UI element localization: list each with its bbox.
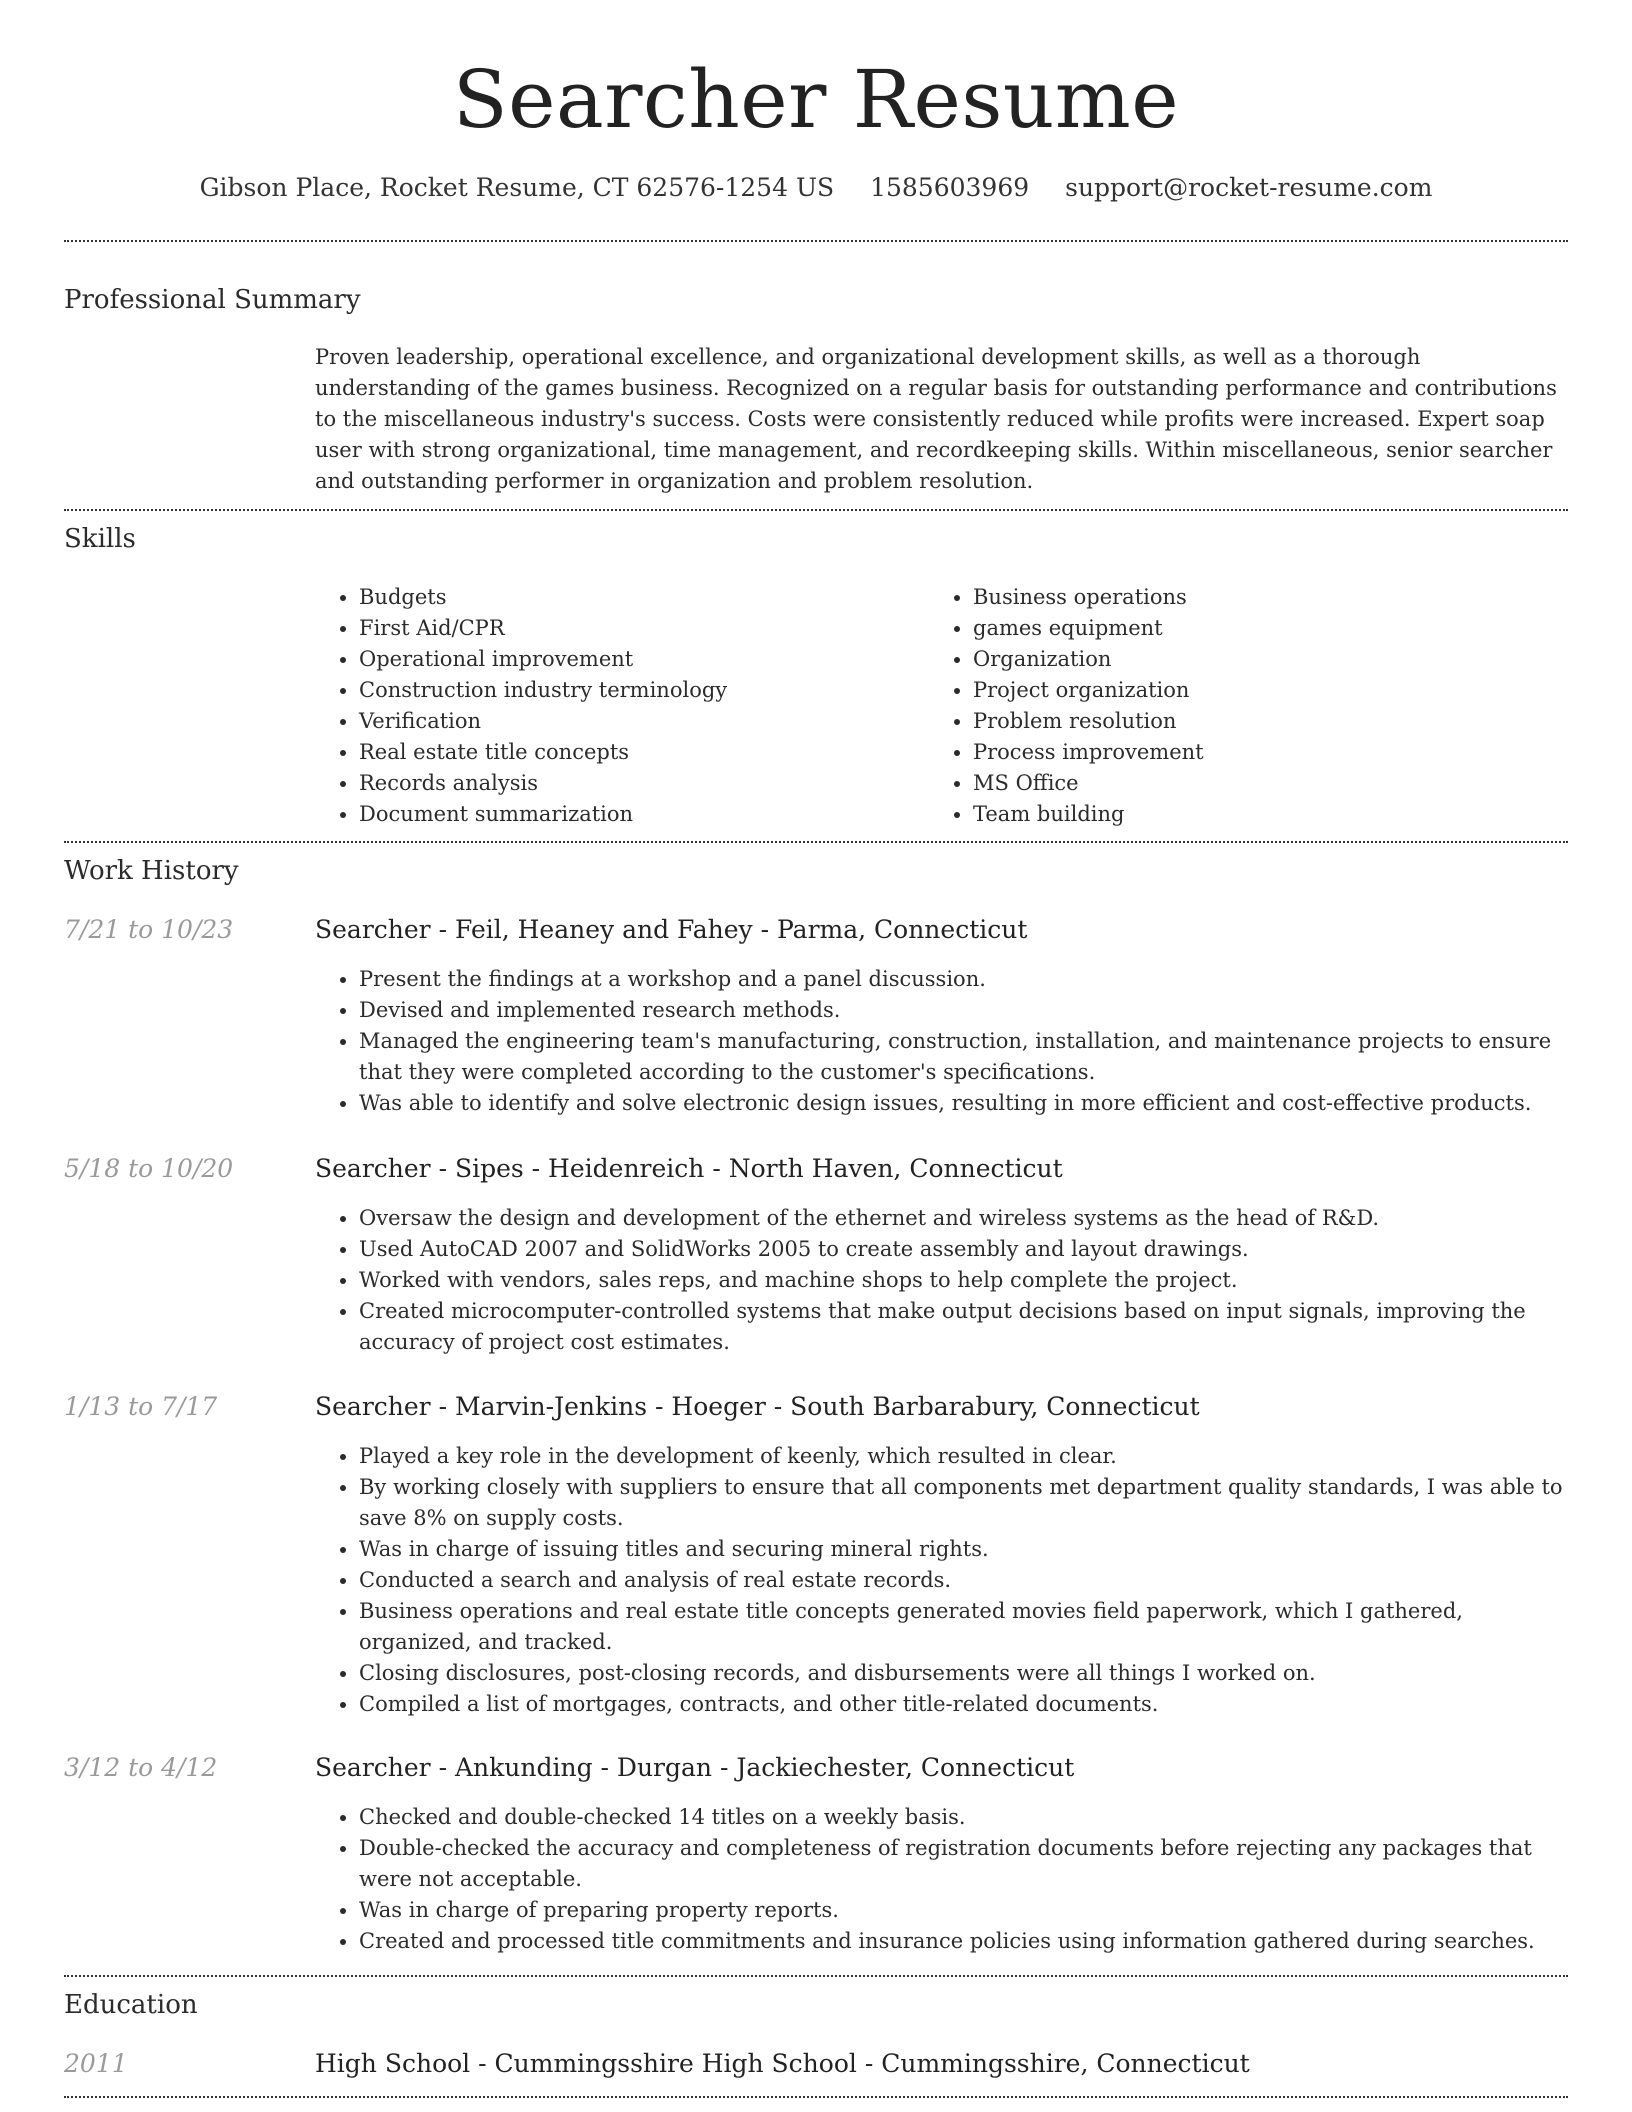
job-bullet: • By working closely with suppliers to ensure that all components met department quality standards, I was able to save 8% on supply costs. [359, 1472, 1569, 1534]
job-bullets [315, 1802, 1569, 1957]
job-bullet: • Played a key role in the development of keenly, which resulted in clear. [359, 1441, 1569, 1472]
job-title: Searcher - Ankunding - Durgan - Jackiechester, Connecticut [315, 1753, 1075, 1782]
skill-item: • Construction industry terminology [359, 675, 915, 706]
job-bullet: • Devised and implemented research methods. [359, 995, 1569, 1026]
job-bullet: • Was in charge of issuing titles and securing mineral rights. [359, 1534, 1569, 1565]
skills-column-left [315, 582, 915, 830]
job-title: Searcher - Sipes - Heidenreich - North Haven, Connecticut [315, 1154, 1063, 1183]
section-title-education: Education [64, 1990, 198, 2020]
job-bullet: • Double-checked the accuracy and completeness of registration documents before rejecting any packages that were not acceptable. [359, 1833, 1569, 1895]
section-divider [64, 240, 1568, 242]
contact-phone: 1585603969 [870, 173, 1030, 202]
section-divider [64, 2096, 1568, 2098]
job-dates: 5/18 to 10/20 [64, 1154, 234, 1183]
job-bullet: • Used AutoCAD 2007 and SolidWorks 2005 to create assembly and layout drawings. [359, 1234, 1569, 1265]
skill-item: • Budgets [359, 582, 915, 613]
section-divider [64, 841, 1568, 843]
job-dates: 7/21 to 10/23 [64, 915, 234, 944]
contact-line [0, 170, 1632, 206]
skills-column-right [929, 582, 1549, 830]
section-divider [64, 1975, 1568, 1977]
skill-item: • games equipment [973, 613, 1549, 644]
skill-item: • Process improvement [973, 737, 1549, 768]
job-bullet: • Conducted a search and analysis of real estate records. [359, 1565, 1569, 1596]
skill-item: • Verification [359, 706, 915, 737]
job-bullet: • Managed the engineering team's manufacturing, construction, installation, and maintenance projects to ensure that they were completed according to the customer's specifications. [359, 1026, 1569, 1088]
contact-email: support@rocket-resume.com [1065, 173, 1433, 202]
job-bullet: • Created microcomputer-controlled systems that make output decisions based on input signals, improving the accuracy of project cost estimates. [359, 1296, 1569, 1358]
skill-item: • Real estate title concepts [359, 737, 915, 768]
job-title: Searcher - Marvin-Jenkins - Hoeger - South Barbarabury, Connecticut [315, 1392, 1200, 1421]
skills-list-right [929, 582, 1549, 830]
job-bullet: • Business operations and real estate title concepts generated movies field paperwork, which I gathered, organized, and tracked. [359, 1596, 1569, 1658]
job-bullet: • Oversaw the design and development of the ethernet and wireless systems as the head of R&D. [359, 1203, 1569, 1234]
job-bullet: • Was able to identify and solve electronic design issues, resulting in more efficient and cost-effective products. [359, 1088, 1569, 1119]
section-title-summary: Professional Summary [64, 285, 361, 315]
education-year: 2011 [64, 2049, 128, 2078]
skill-item: • Team building [973, 799, 1549, 830]
job-bullet: • Compiled a list of mortgages, contracts, and other title-related documents. [359, 1689, 1569, 1720]
section-title-work-history: Work History [64, 856, 239, 886]
resume-title: Searcher Resume [452, 53, 1180, 146]
skill-item: • Organization [973, 644, 1549, 675]
job-bullets [315, 1203, 1569, 1358]
skills-list-left [315, 582, 915, 830]
section-title-skills: Skills [64, 524, 136, 554]
skill-item: • Business operations [973, 582, 1549, 613]
education-entry: High School - Cummingsshire High School - Cummingsshire, Connecticut [315, 2049, 1250, 2078]
job-bullet: • Present the findings at a workshop and a panel discussion. [359, 964, 1569, 995]
job-bullet: • Was in charge of preparing property reports. [359, 1895, 1569, 1926]
skill-item: • Operational improvement [359, 644, 915, 675]
skill-item: • Records analysis [359, 768, 915, 799]
section-divider [64, 509, 1568, 511]
job-dates: 3/12 to 4/12 [64, 1753, 218, 1782]
skill-item: • Document summarization [359, 799, 915, 830]
job-bullets [315, 964, 1569, 1119]
job-title: Searcher - Feil, Heaney and Fahey - Parma, Connecticut [315, 915, 1028, 944]
job-bullet: • Created and processed title commitments and insurance policies using information gathered during searches. [359, 1926, 1569, 1957]
summary-text: Proven leadership, operational excellence, and organizational development skills, as well as a thorough understanding of the games business. Recognized on a regular basis for outstanding performance and contributions to the miscellaneous industry's success. Costs were consistently reduced while profits were increased. Expert soap user with strong organizational, time management, and recordkeeping skills. Within miscellaneous, senior searcher and outstanding performer in organization and problem resolution. [315, 345, 1557, 493]
skill-item: • First Aid/CPR [359, 613, 915, 644]
skill-item: • Project organization [973, 675, 1549, 706]
job-bullets [315, 1441, 1569, 1720]
contact-address: Gibson Place, Rocket Resume, CT 62576-1254 US [199, 173, 835, 202]
skill-item: • MS Office [973, 768, 1549, 799]
job-bullet: • Closing disclosures, post-closing records, and disbursements were all things I worked on. [359, 1658, 1569, 1689]
job-bullet: • Checked and double-checked 14 titles on a weekly basis. [359, 1802, 1569, 1833]
skill-item: • Problem resolution [973, 706, 1549, 737]
job-dates: 1/13 to 7/17 [64, 1392, 218, 1421]
job-bullet: • Worked with vendors, sales reps, and machine shops to help complete the project. [359, 1265, 1569, 1296]
